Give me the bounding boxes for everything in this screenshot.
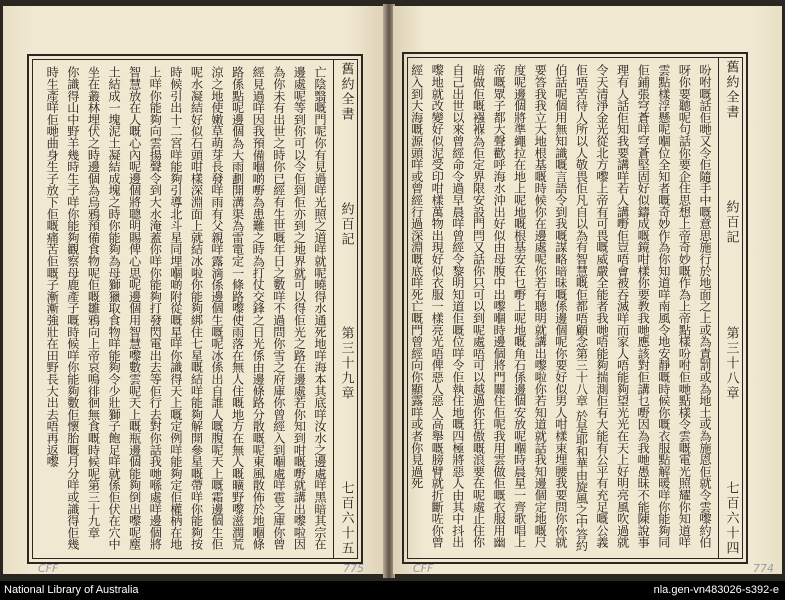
right-book-title: 舊約全書 <box>723 60 739 120</box>
footer-credit: National Library of Australia <box>4 584 139 596</box>
footer-identifier: nla.gen-vn483026-s392-e <box>653 584 779 596</box>
left-section-title: 約百記 <box>338 201 354 247</box>
left-book-title: 舊約全書 <box>338 62 354 122</box>
left-running-header <box>336 62 356 556</box>
right-page-number: 七百六十四 <box>723 480 739 556</box>
footer-bar <box>0 581 785 600</box>
left-page-stamp: 775 <box>343 562 364 575</box>
right-page-stamp: 774 <box>753 562 774 575</box>
left-page-frame <box>27 54 363 564</box>
right-corner-stamp: CFF <box>413 562 434 575</box>
right-body-text: 吩咐嘅話佢哋又令佢隨手中嘅意思施行於地面之上或為責罰或為地土或為施恩佢就令雲嚟約伯呀你要聽呢句話你要企住思想上帝奇妙嘅作為上帝點樣吩咐佢哋點樣令雲嘅電光照耀你知道咩雲點樣浮懸呢嗰位全知者嘅奇妙作為你知道咩南風令地安靜嘅時候你嘅衣服點解暖咩你能夠同佢鋪張穹蒼咩穹蒼堅固好似鑄成嘅鏡咁樣你要教我哋應該對佢講乜嘢因為我哋愚昧不能陳說事理有人話佢知我要講咩若人講嘢佢豈唔會被吞滅咩而家人唔能夠望光光在天上好明亮風吹過就令天清淨金光從北方嚟上帝有可畏嘅威嚴全能者我哋唔能夠揣測佢有大能有公平有充足嘅公義佢唔苦待人所以人敬畏佢凡自以為有智慧嘅佢都唔顧念第三十八章 於是耶和華由旋風之中答約伯話呢個用無知識嘅言語令到我嘅謀略暗昧嘅係邊個呢你要好似男人咁樣束埋腰我要問你你就要答我我立大地根基嘅時候你在邊處呢你若有聰明就講出嚟啦你若知道就話我知邊個定地嘅尺度呢邊個將準繩拉在地上呢地嘅根基安在乜嘢上呢地嘅角石係邊個安放呢嗰時晨星一齊歌唱上帝嘅眾子都大聲歡呼海水沖出好似由母腹中出嚟嗰時邊個將門關住佢呢我用雲做佢嘅衣服用幽暗做佢嘅襁褓為佢定界限安設門閂又話你只可以到呢處唔可以越過你狂傲嘅浪要在呢處止住你自己出世以來曾經命令過早晨咩曾經令黎明知道佢嘅位咩令佢執住地嘅四極將惡人由其中抖出嚟地就改變好似泥受印咁樣萬物出現好似衣服一樣亮光唔俾惡人惡人高舉嘅膀臂就折斷咗你曾經入到大海嘅源頭咩或曾經行過深淵嘅底咩死亡嘅門曾經向你顯露咩或者你見過死 <box>409 64 712 552</box>
right-page <box>393 6 782 574</box>
left-chapter-label: 第三十九章 <box>338 326 354 402</box>
left-header-divider <box>333 60 334 558</box>
left-body-text: 亡陰翳嘅門呢你有見過咩光照之道咩就呢曉得水通死地咩海本其底咩汝水之邊處咩黑暗其宗在邊處呢等到你可以令佢到佢亦到之地界就可以得佢光之路在邊處若你知到咁嘅嘢就講出嚟啦因為你未有出世之時你已經有生世嘅年日之數咩不過問你雪之府庫你曾經入到嗰處咩雹之庫你曾經見過咩因我預備嗰啲嘢為患難之時為打仗交鋒之日光係由邊條路分散嘅呢東風散佈於地嗰條路係點呢邊個為大雨劃開溝渠為雷電定一條路嚟使雨落在無人住嘅地方在無人嘅曠野嚟滋潤荒涼之地使嫩草萌芽長發咩雨有父親咩露滴係邊個生嘅呢冰係出自誰人嘅腹呢天上嘅霜邊個生佢呢水凝結好似石頭咁樣深淵面上就結冰啦你能夠綁住七星嘅結咩能夠解開參星嘅帶咩你能夠按時候引出十二宮咩能夠引導北斗星同埋嗰啲附從嘅星咩你識得天上嘅定例咩能夠定佢權柄在地上咩你能夠向雲揚聲令到大水淹蓋你咩你能夠打發閃電出去等佢行去對你話我哋喺處咩邊個將智慧放在人嘅心內呢邊個將聰明賜俾心思呢邊個用智慧嚟數雲呢天上嘅瓶邊個能夠倒出嚟呢塵土結成一塊泥土凝結成塊之時你能夠為母獅獵取食物咩能夠令少壯獅子飽足咩就係佢伏在穴中坐在叢林埋伏之時邊個為烏鴉預備食物呢佢嘅雛鴉向上帝哀鳴徘徊無食嘅時候呢第三十九章 你識得山中野羊幾時生子咩你能夠觀察母鹿產子嘅時候咩你能夠數佢懷胎嘅月分咩或識得佢幾時生產咩佢哋曲身生子放下佢嘅痛苦佢嘅子漸漸強壯在田野長大出去唔再返嚟 <box>45 66 327 550</box>
left-page <box>3 6 385 574</box>
right-running-header <box>721 60 741 556</box>
left-corner-stamp: CFF <box>38 562 59 575</box>
left-page-number: 七百六十五 <box>338 480 354 556</box>
right-chapter-label: 第三十八章 <box>723 325 739 401</box>
right-header-divider <box>718 58 719 558</box>
right-section-title: 約百記 <box>723 200 739 246</box>
right-page-frame <box>402 52 748 564</box>
